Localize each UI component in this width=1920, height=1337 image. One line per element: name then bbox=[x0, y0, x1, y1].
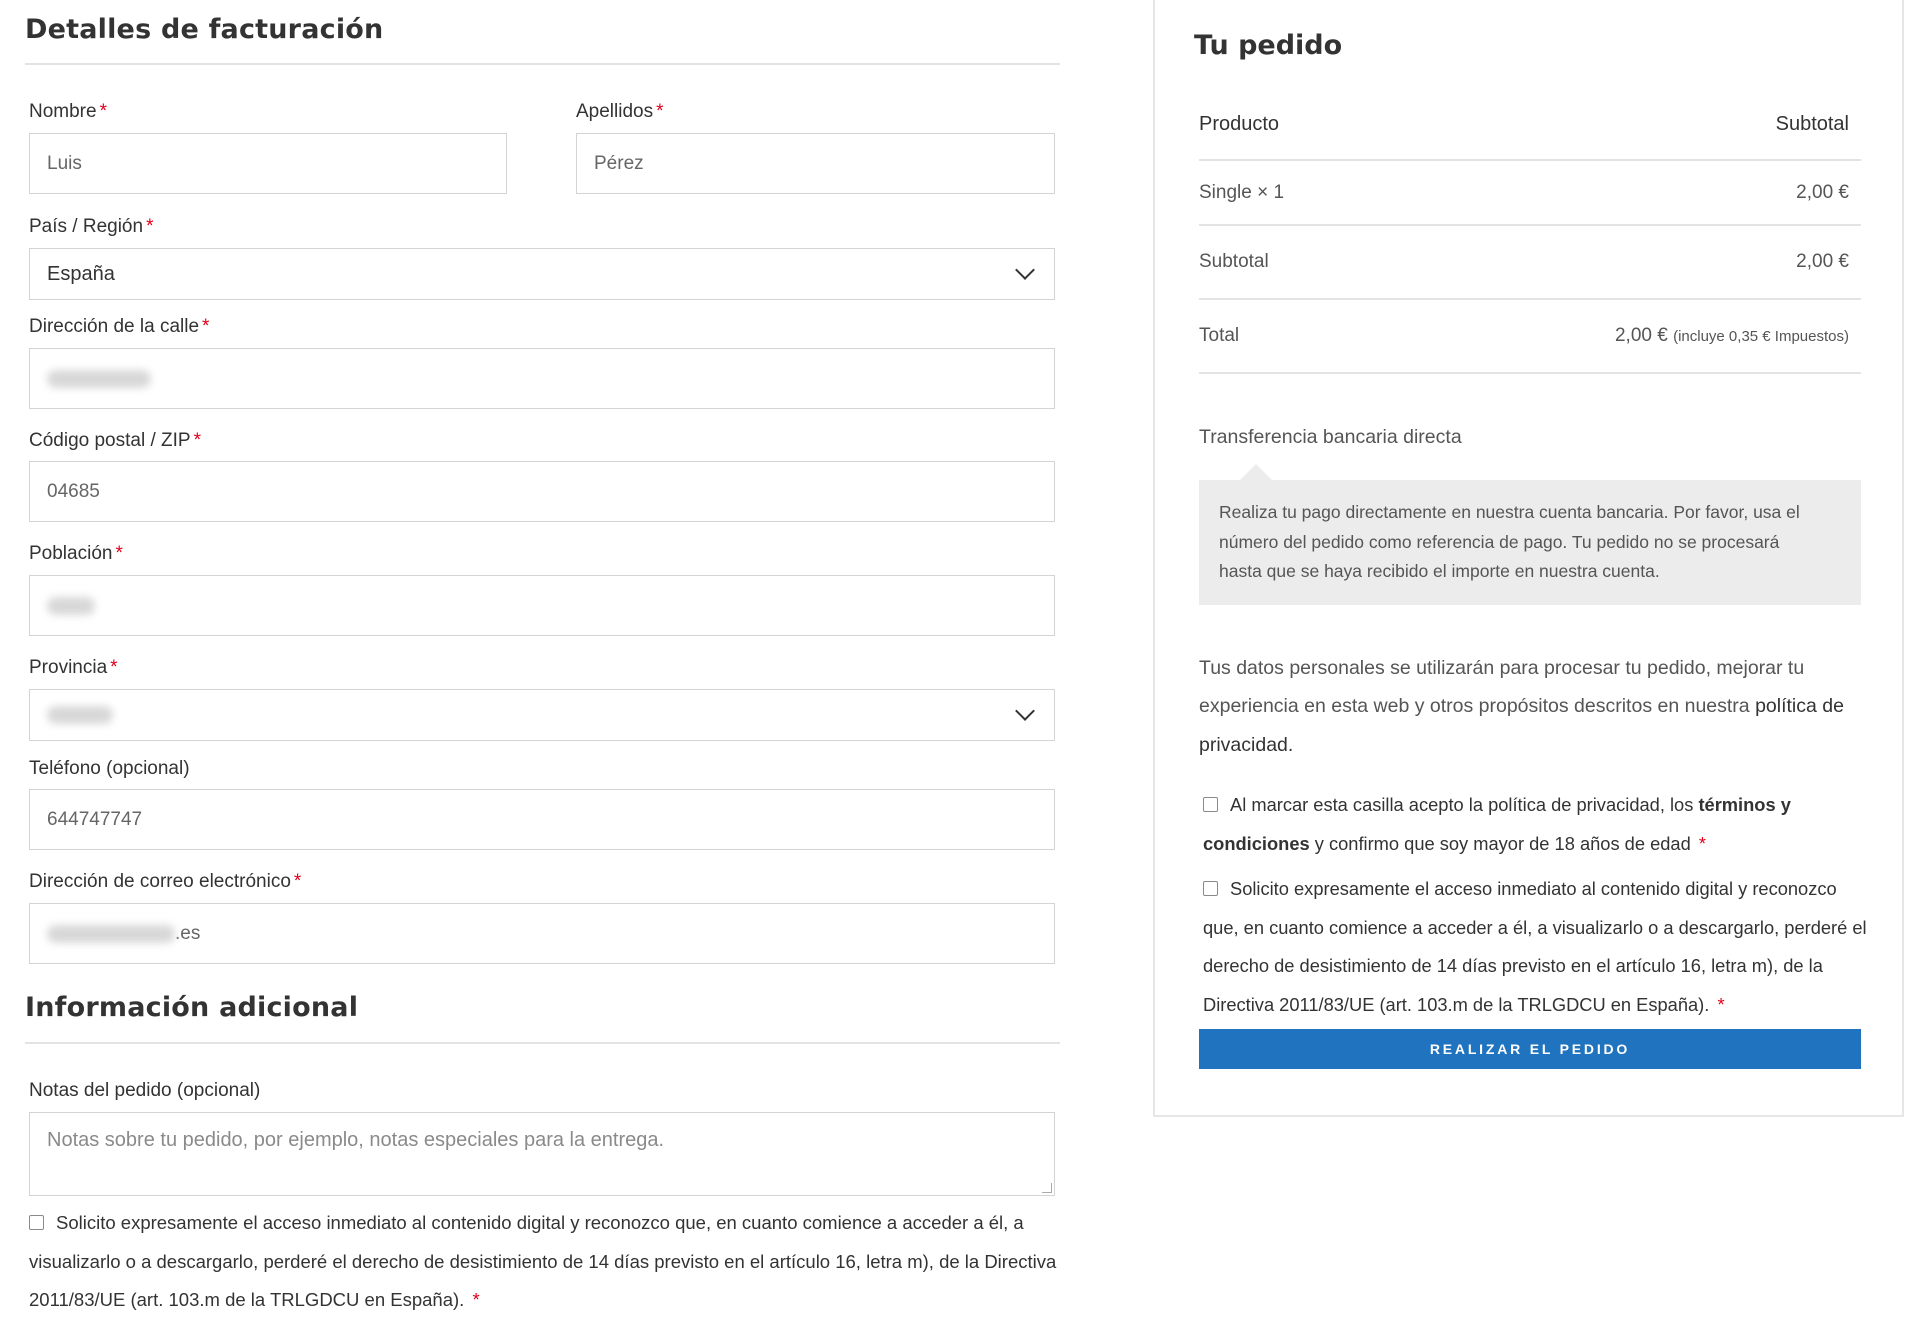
privacy-policy-link-cont[interactable]: privacidad. bbox=[1199, 733, 1294, 756]
privacy-policy-link[interactable]: política de bbox=[1755, 695, 1844, 718]
digital-consent-checkbox-right[interactable] bbox=[1203, 881, 1218, 896]
redacted-value bbox=[47, 925, 175, 943]
phone-label: Teléfono (opcional) bbox=[29, 758, 190, 779]
first-name-input[interactable]: Luis bbox=[29, 133, 507, 194]
order-item-row: Single × 1 2,00 € bbox=[1199, 182, 1849, 203]
order-notes-textarea[interactable]: Notas sobre tu pedido, por ejemplo, notas especiales para la entrega. bbox=[29, 1112, 1055, 1196]
redacted-value bbox=[47, 370, 151, 388]
chevron-down-icon bbox=[1015, 701, 1035, 721]
phone-input[interactable]: 644747747 bbox=[29, 789, 1055, 850]
terms-consent: Al marcar esta casilla acepto la política de privacidad, los términos y condiciones y confirmo que soy mayor de 18 años de edad * bbox=[1203, 794, 1791, 854]
province-label: Provincia * bbox=[29, 657, 118, 678]
redacted-value bbox=[47, 706, 113, 724]
country-select[interactable]: España bbox=[29, 248, 1055, 300]
order-title: Tu pedido bbox=[1194, 30, 1343, 61]
terms-link-cont[interactable]: condiciones bbox=[1203, 832, 1310, 854]
payment-method-bacs[interactable]: Transferencia bancaria directa bbox=[1199, 426, 1462, 448]
order-notes-label: Notas del pedido (opcional) bbox=[29, 1080, 261, 1101]
table-divider bbox=[1199, 159, 1861, 161]
country-label: País / Región * bbox=[29, 216, 154, 237]
order-review-panel bbox=[1153, 0, 1904, 1117]
last-name-input[interactable]: Pérez bbox=[576, 133, 1055, 194]
additional-info-title: Información adicional bbox=[25, 992, 359, 1023]
table-divider bbox=[1199, 224, 1861, 226]
postcode-label: Código postal / ZIP * bbox=[29, 430, 201, 451]
subtotal-row: Subtotal 2,00 € bbox=[1199, 251, 1849, 272]
table-divider bbox=[1199, 298, 1861, 300]
street-label: Dirección de la calle * bbox=[29, 316, 210, 337]
digital-consent-checkbox[interactable] bbox=[29, 1215, 44, 1230]
chevron-down-icon bbox=[1015, 260, 1035, 280]
billing-title: Detalles de facturación bbox=[25, 14, 384, 45]
email-input[interactable]: .es bbox=[29, 903, 1055, 964]
postcode-input[interactable]: 04685 bbox=[29, 461, 1055, 522]
last-name-label: Apellidos * bbox=[576, 101, 664, 122]
privacy-policy-text: Tus datos personales se utilizarán para procesar tu pedido, mejorar tu experiencia en esta web y otros propósitos descritos en nuestra política de privacidad. bbox=[1199, 649, 1869, 764]
additional-divider bbox=[25, 1042, 1060, 1044]
street-input[interactable] bbox=[29, 348, 1055, 409]
terms-link[interactable]: términos y bbox=[1698, 794, 1791, 815]
payment-description: Realiza tu pago directamente en nuestra cuenta bancaria. Por favor, usa el número del pedido como referencia de pago. Tu pedido no se procesará hasta que se haya recibido el importe en nuestra cuenta. bbox=[1199, 480, 1861, 605]
billing-divider bbox=[25, 63, 1060, 65]
total-row: Total 2,00 € (incluye 0,35 € Impuestos) bbox=[1199, 325, 1849, 346]
payment-box-arrow bbox=[1239, 464, 1273, 481]
order-table-header: Producto Subtotal bbox=[1199, 112, 1849, 135]
province-select[interactable] bbox=[29, 689, 1055, 741]
digital-consent-left: Solicito expresamente el acceso inmediato al contenido digital y reconozco que, en cuanto comience a acceder a él, a visualizarlo o a descargarlo, perderé el derecho de desistimiento de 14 días previsto en el artículo 16, letra m), de la Directiva 2011/83/UE (art. 103.m de la TRLGDCU en España). * bbox=[29, 1212, 1057, 1310]
city-input[interactable] bbox=[29, 575, 1055, 636]
redacted-value bbox=[47, 597, 95, 615]
city-label: Población * bbox=[29, 543, 123, 564]
table-divider bbox=[1199, 372, 1861, 374]
email-label: Dirección de correo electrónico * bbox=[29, 871, 302, 892]
place-order-button[interactable]: REALIZAR EL PEDIDO bbox=[1199, 1029, 1861, 1069]
terms-checkbox[interactable] bbox=[1203, 797, 1218, 812]
first-name-label: Nombre * bbox=[29, 101, 107, 122]
resize-handle[interactable] bbox=[1042, 1183, 1052, 1193]
digital-consent-right: Solicito expresamente el acceso inmediato al contenido digital y reconozco que, en cuanto comience a acceder a él, a visualizarlo o a descargarlo, perderé el derecho de desistimiento de 14 días previsto en el artículo 16, letra m), de la Directiva 2011/83/UE (art. 103.m de la TRLGDCU en España). * bbox=[1203, 878, 1867, 1015]
